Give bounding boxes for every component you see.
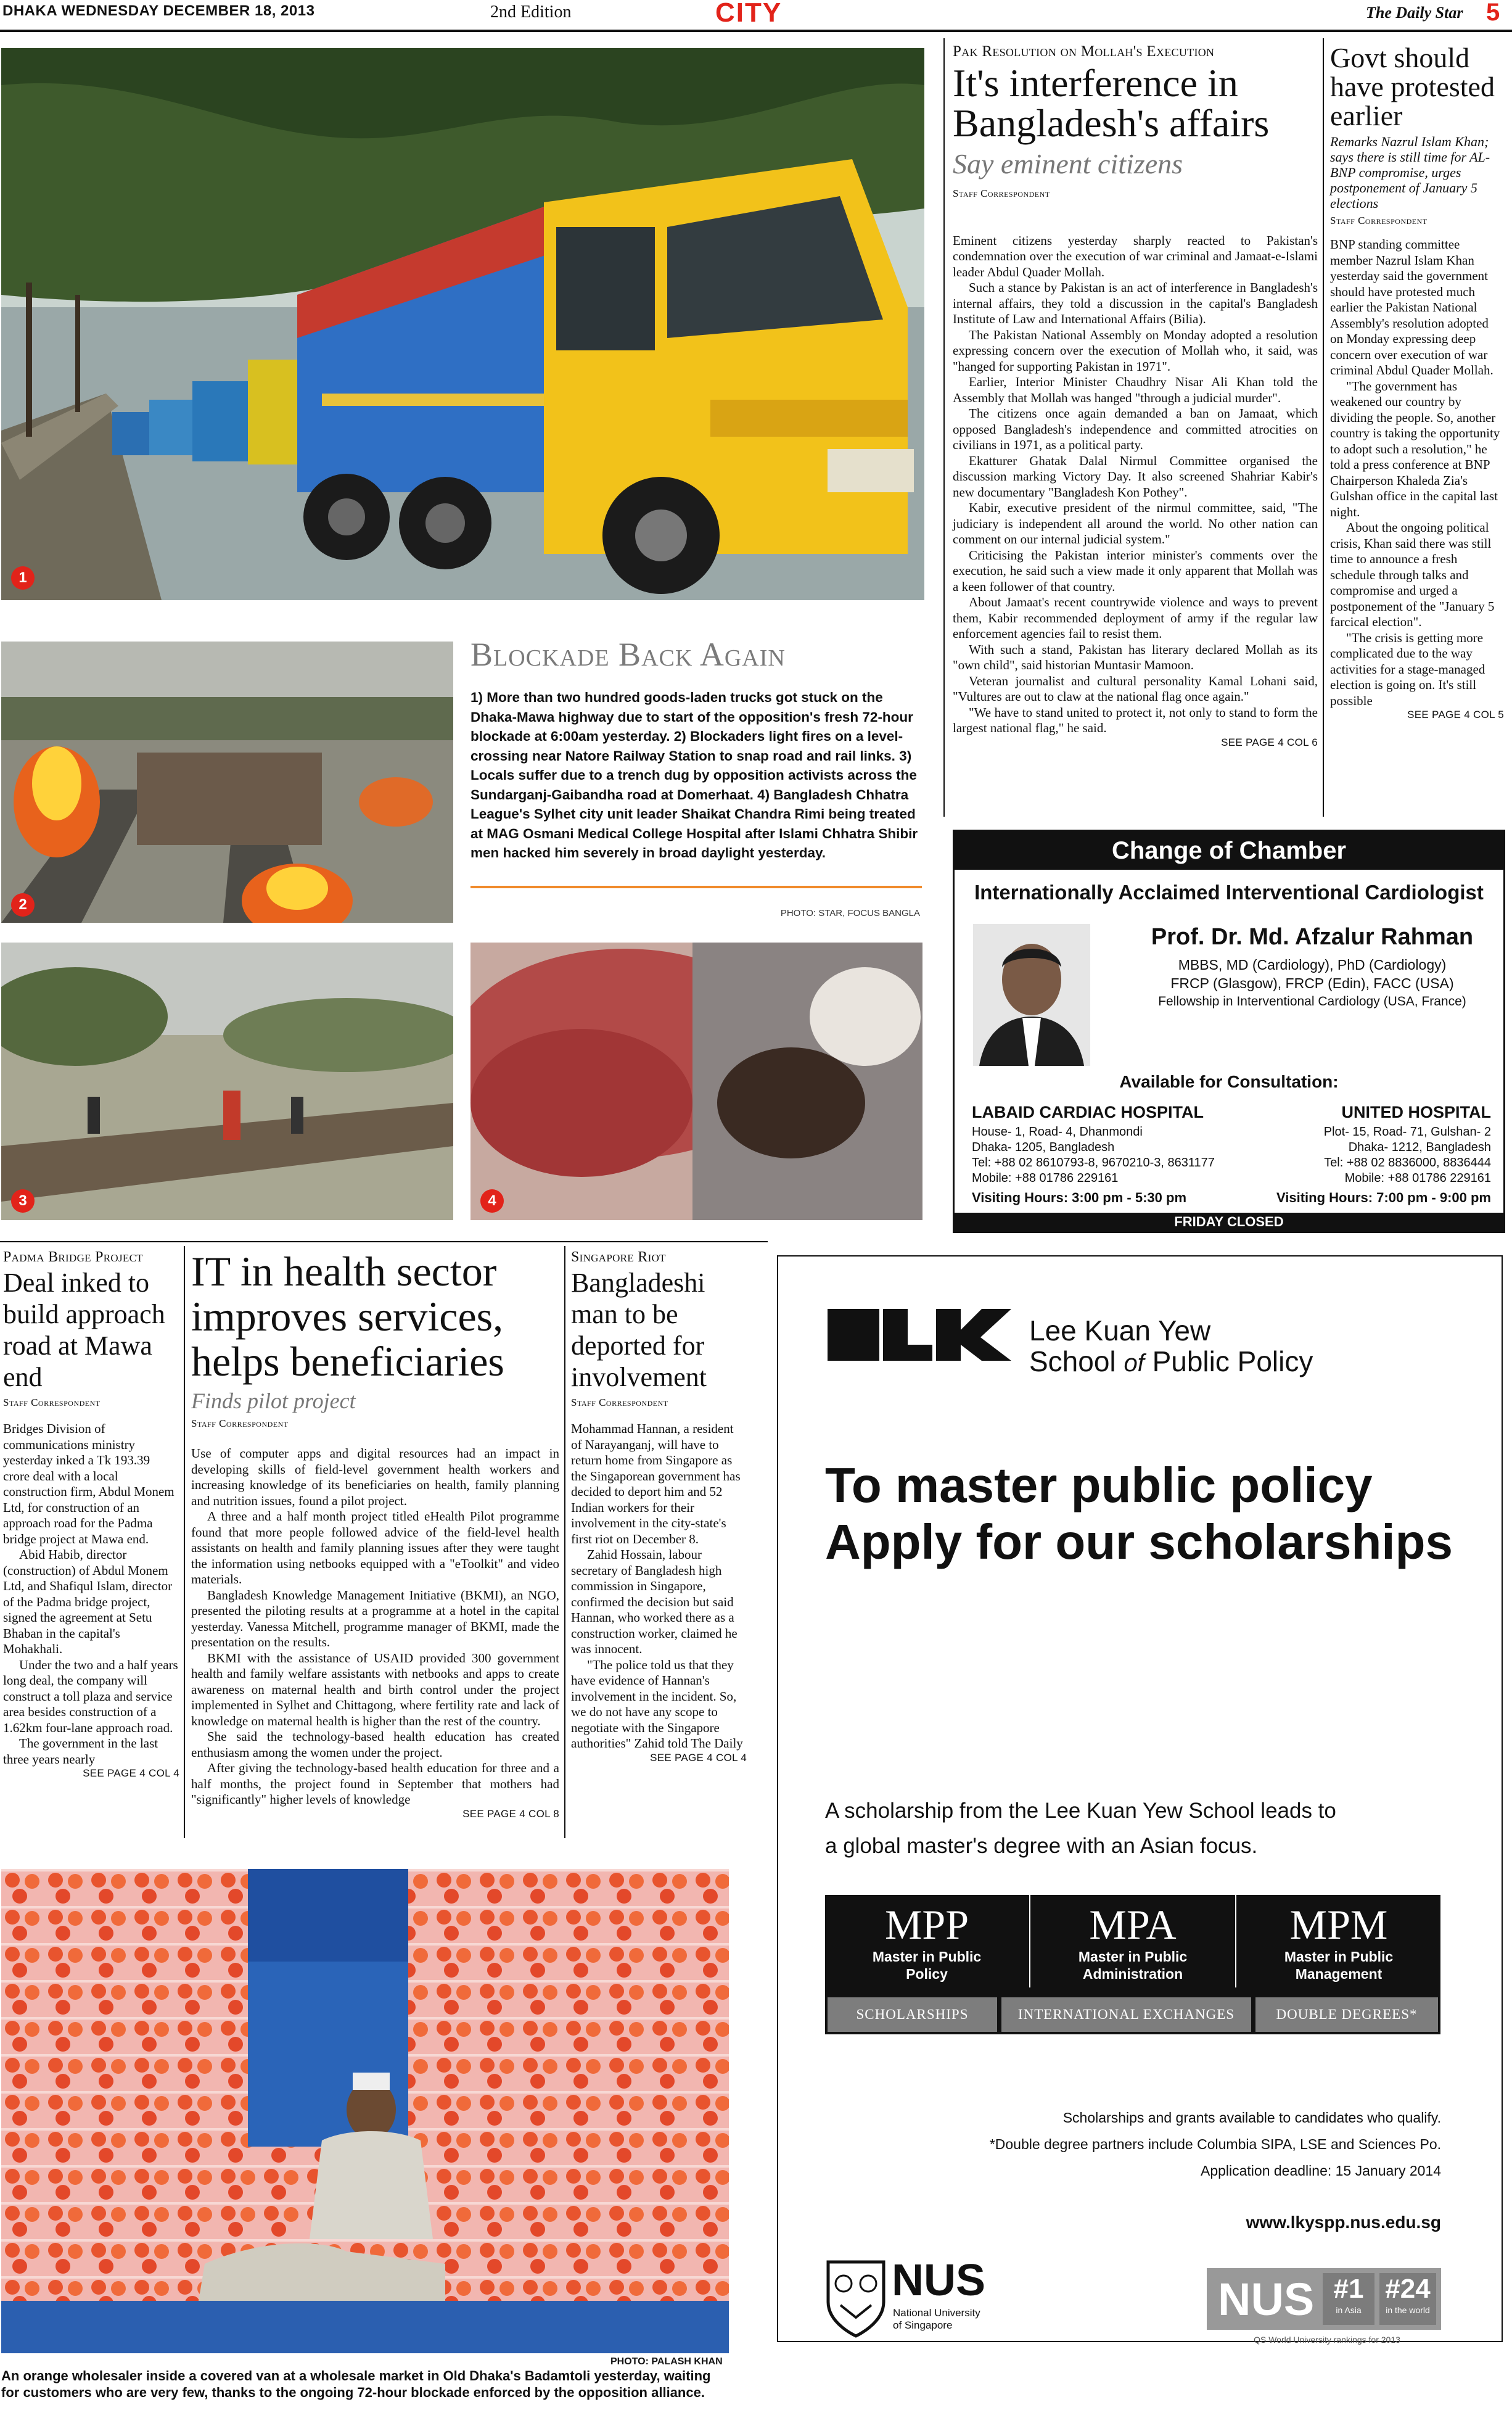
article-byline: Staff Correspondent [3, 1397, 101, 1408]
rank-scope: in Asia [1336, 2305, 1362, 2315]
paragraph: "The crisis is getting more complicated due to the way activities for a stage-managed election is going on. It's still possible [1330, 630, 1485, 708]
column-rule [184, 1246, 185, 1838]
paragraph: Kabir, executive president of the nirmul committee, said, "The judiciary is independent all around the world. No other nation can comment on our internal judicial system." [953, 500, 1318, 547]
address-line: Dhaka- 1205, Bangladesh [972, 1141, 1115, 1154]
paragraph: Bridges Division of communications ministry yesterday inked a Tk 193.39 crore deal with a local construction firm, Abdul Monem Ltd, for construction of an approach road for the Padma bridge project at Mawa end. [3, 1421, 175, 1546]
ad-change-of-chamber [953, 830, 1505, 1233]
paragraph: BNP standing committee member Nazrul Islam Khan yesterday said the government should have protested much earlier the Pakistan National Assembly's resolution adopted on Monday expressing deep concern over execution of war criminal Abdul Quader Mollah. [1330, 237, 1494, 378]
paragraph: Under the two and a half years long deal, the company will construct a toll plaza and service area besides construction of a 1.62km four-lane approach road. [3, 1657, 178, 1735]
photo-trench [1, 943, 453, 1220]
note-line: *Double degree partners include Columbia SIPA, LSE and Sciences Po. [989, 2136, 1441, 2152]
ad-footer: FRIDAY CLOSED [955, 1213, 1503, 1231]
lky-brand-name [1029, 1315, 1313, 1379]
programme-name: Management [1295, 1966, 1383, 1982]
trench-illustration [1, 943, 453, 1220]
doctor-portrait [973, 924, 1090, 1066]
ad-heading: Change of Chamber [955, 832, 1503, 870]
continued-link[interactable]: SEE PAGE 4 COL 8 [462, 1807, 559, 1820]
programme-abbr: MPM [1289, 1901, 1388, 1948]
article-kicker: Pak Resolution on Mollah's Execution [953, 43, 1215, 60]
oranges-illustration [1, 1869, 729, 2353]
paragraph: Bangladesh Knowledge Management Initiative (BKMI), an NGO, presented the piloting results at a programme at a hotel in the capital yesterday. Vanessa Mitchell, programme manager of BKMI, made the presentation on the results. [191, 1587, 559, 1649]
article-deck: Say eminent citizens [953, 147, 1183, 180]
paragraph: Ekatturer Ghatak Dalal Nirmul Committee organised the discussion marking Victory Day. It also screened Shahriar Kabir's new documentary "Bangladesh Kon Pothey". [953, 453, 1318, 500]
ad-text [825, 1793, 1336, 1863]
tagline-line: Apply for our scholarships [825, 1514, 1453, 1569]
rank-value: #24 [1385, 2274, 1431, 2304]
programme-name: Master in Public [1078, 1949, 1188, 1965]
programme-abbr: MPP [884, 1901, 969, 1948]
nus-subtitle-line: National University [893, 2307, 980, 2319]
article-body [1330, 237, 1504, 709]
ad-lky-school [777, 1255, 1503, 2345]
paragraph: "We have to stand united to protect it, not only to stand to form the largest national flag," he said. [953, 704, 1318, 736]
programme-mpm [1237, 1895, 1440, 1986]
brand-word: School [1029, 1345, 1116, 1377]
newspaper-name: The Daily Star [1366, 4, 1463, 22]
rank-world [1379, 2273, 1436, 2325]
article-kicker: Padma Bridge Project [3, 1249, 143, 1265]
article-singapore-riot [571, 1249, 747, 1764]
photo-number-1: 1 [11, 566, 35, 590]
hospital-illustration [470, 943, 922, 1220]
brand-word: Public Policy [1152, 1345, 1313, 1377]
paragraph: About Jamaat's recent countrywide violence and ways to prevent them, Kabir recommended deployment of army if the regular law enforcement agencies fail to resist them. [953, 595, 1318, 642]
paragraph: "The police told us that they have evidence of Hannan's involvement in the incident. So, we do not have any scope to negotiate with the Singapore authorities" Zahid told The Daily [571, 1657, 743, 1751]
paragraph: Criticising the Pakistan interior minister's comments over the execution, he said such a view made it only apparent that Mollah was a keen follower of that country. [953, 547, 1318, 594]
ad-notes [990, 2105, 1441, 2184]
edition-label: 2nd Edition [490, 2, 572, 22]
paragraph: Such a stance by Pakistan is an act of interference in Bangladesh's internal affairs, they told a discussion in the capital's Bangladesh Institute of Law and International Affairs (Bilia). [953, 280, 1318, 327]
article-byline: Staff Correspondent [191, 1418, 289, 1429]
programme-abbr: MPA [1089, 1901, 1177, 1948]
paragraph: A three and a half month project titled eHealth Pilot programme found that more people followed advice of the field-level health assistants on health and family planning issues after they were taught the information using netbooks equipped with a "eToolkit" and video materials. [191, 1509, 559, 1587]
ranking-badge [1207, 2268, 1441, 2330]
column-rule [943, 38, 945, 817]
paragraph: Mohammad Hannan, a resident of Narayanganj, will have to return home from Singapore as the Singaporean government has decided to deport him and 52 Indian workers for their involvement in the city-state's first riot on December 8. [571, 1421, 741, 1546]
photo-fire-crossing [1, 642, 453, 923]
programme-name: Master in Public [872, 1949, 982, 1965]
photo-number-4: 4 [480, 1189, 504, 1213]
programme-panel [825, 1895, 1440, 2034]
doctor-photo [973, 924, 1090, 1066]
article-headline: IT in health sector improves services, helps beneficiaries [191, 1248, 504, 1385]
rank-nus-label: NUS [1218, 2274, 1315, 2325]
bottom-photo-credit: PHOTO: PALASH KHAN [610, 2356, 723, 2367]
article-byline: Staff Correspondent [1330, 215, 1428, 226]
bottom-photo-caption: An orange wholesaler inside a covered van at a wholesale market in Old Dhaka's Badamtoli yesterday, waiting for customers who are very few, thanks to the ongoing 72-hour blockade enforced by the opposition alliance. [1, 2368, 711, 2400]
lky-logo-icon [828, 1309, 1013, 1361]
doctor-name: Prof. Dr. Md. Afzalur Rahman [1151, 924, 1474, 950]
exchanges-button[interactable]: INTERNATIONAL EXCHANGES [1001, 1997, 1251, 2032]
masthead [0, 0, 1512, 32]
paragraph: After giving the technology-based health education for three and a half months, the project found in September that mothers had "significantly" higher levels of knowledge [191, 1760, 559, 1807]
double-degrees-button[interactable]: DOUBLE DEGREES* [1255, 1997, 1438, 2032]
text-line: A scholarship from the Lee Kuan Yew School leads to [825, 1799, 1336, 1823]
continued-link[interactable]: SEE PAGE 4 COL 5 [1407, 709, 1504, 720]
rank-scope: in the world [1386, 2305, 1430, 2315]
article-deck: Finds pilot project [191, 1389, 356, 1413]
rank-value: #1 [1333, 2274, 1364, 2304]
nus-crest-icon [825, 2259, 887, 2339]
continued-link[interactable]: SEE PAGE 4 COL 4 [83, 1767, 179, 1779]
article-headline: Deal inked to build approach road at Mawa end [3, 1268, 165, 1392]
paragraph: She said the technology-based health education has created enthusiasm among the women under the project. [191, 1729, 559, 1760]
paragraph: Veteran journalist and cultural personality Kamal Lohani said, "Vultures are out to claw at the national flag once again." [953, 673, 1318, 704]
qualification: FRCP (Glasgow), FRCP (Edin), FACC (USA) [1170, 975, 1454, 991]
article-headline: Bangladeshi man to be deported for involvement [571, 1268, 707, 1392]
paragraph: With such a stand, Pakistan has literary declared Mollah as its "own child", said historian Muntasir Mamoon. [953, 642, 1318, 673]
programme-name: Administration [1082, 1966, 1183, 1982]
article-govt-protest [1330, 43, 1504, 721]
article-headline: It's interference in Bangladesh's affairs [953, 61, 1270, 146]
article-deck: Remarks Nazrul Islam Khan; says there is still time for AL-BNP compromise, urges postponement of January 5 elections [1330, 134, 1490, 211]
visiting-hours: Visiting Hours: 3:00 pm - 5:30 pm [972, 1190, 1187, 1205]
rank-asia [1323, 2273, 1374, 2325]
address-line: House- 1, Road- 4, Dhanmondi [972, 1125, 1143, 1139]
article-body [3, 1421, 179, 1767]
programme-name: Policy [906, 1966, 948, 1982]
article-kicker: Singapore Riot [571, 1249, 666, 1265]
paragraph: Zahid Hossain, labour secretary of Bangladesh high commission in Singapore, confirmed the decision but said Hannan, who worked there as a construction worker, claimed he was innocent. [571, 1547, 738, 1656]
text-line: a global master's degree with an Asian focus. [825, 1834, 1258, 1858]
ad-tagline [825, 1457, 1453, 1570]
hospital-labaid [972, 1103, 1231, 1206]
hospital-united [1251, 1103, 1491, 1206]
paragraph: The government in the last three years nearly [3, 1736, 158, 1767]
photo-hospital [470, 943, 922, 1220]
programme-mpp [825, 1895, 1029, 1986]
nus-subtitle-line: of Singapore [893, 2319, 953, 2331]
qualification: Fellowship in Interventional Cardiology (USA, France) [1158, 994, 1466, 1009]
paragraph: The citizens once again demanded a ban on Jamaat, which opposed Bangladesh's independence and committed atrocities on civilians in 1971, as a political party. [953, 406, 1318, 453]
article-body [571, 1421, 747, 1752]
continued-link[interactable]: SEE PAGE 4 COL 6 [1221, 736, 1318, 748]
address-line: Dhaka- 1212, Bangladesh [1348, 1141, 1491, 1154]
photo-trucks [1, 48, 924, 600]
note-line: Scholarships and grants available to candidates who qualify. [1062, 2110, 1441, 2126]
paragraph: "The government has weakened our country by dividing the people. So, another country is taking the opportunity to adopt such a resolution," he told a press conference at BNP Chairperson Khaleda Zia's Gulshan office in the capital last night. [1330, 378, 1500, 519]
qualification: MBBS, MD (Cardiology), PhD (Cardiology) [1178, 957, 1447, 973]
mobile-line: Mobile: +88 01786 229161 [1344, 1171, 1491, 1185]
nus-wordmark: NUS [892, 2256, 986, 2305]
paragraph: The Pakistan National Assembly on Monday adopted a resolution expressing concern over the execution of Mollah who, it said, was "hanged for supporting Pakistan in 1971". [953, 327, 1318, 374]
phone-line: Tel: +88 02 8836000, 8836444 [1324, 1156, 1491, 1170]
note-line: Application deadline: 15 January 2014 [1200, 2163, 1441, 2179]
orange-divider [470, 886, 922, 888]
phone-line: Tel: +88 02 8610793-8, 9670210-3, 8631177 [972, 1156, 1215, 1170]
article-headline: Govt should have protested earlier [1330, 42, 1495, 131]
article-pak-resolution [953, 43, 1318, 749]
nus-subtitle [893, 2307, 1016, 2332]
address-line: Plot- 15, Road- 71, Gulshan- 2 [1323, 1125, 1491, 1139]
dateline: DHAKA WEDNESDAY DECEMBER 18, 2013 [2, 2, 315, 19]
article-it-health [191, 1249, 559, 1820]
paragraph: BKMI with the assistance of USAID provided 300 government health and family welfare assistants with netbooks and apps to create awareness on maternal health and birth control under the project implemented in Sylhet and Chittagong, where fertility rate and lack of knowledge on maternal health is higher than the rest of the country. [191, 1650, 559, 1728]
ad-url-link[interactable]: www.lkyspp.nus.edu.sg [1246, 2213, 1441, 2232]
hospital-name: UNITED HOSPITAL [1341, 1103, 1491, 1121]
paragraph: Abid Habib, director (construction) of Abdul Monem Ltd, and Shafiqul Islam, director of the Padma bridge project, signed the agreement at Setu Bhaban in the capital's Mohakhali. [3, 1547, 173, 1656]
article-body [953, 233, 1318, 737]
ad-subheading: Internationally Acclaimed Interventional Cardiologist [974, 881, 1484, 904]
brand-line [1029, 1346, 1313, 1379]
programme-name: Master in Public [1284, 1949, 1394, 1965]
continued-link[interactable]: SEE PAGE 4 COL 4 [650, 1751, 747, 1764]
visiting-hours: Visiting Hours: 7:00 pm - 9:00 pm [1276, 1190, 1491, 1205]
article-padma-bridge [3, 1249, 179, 1780]
blockade-title: Blockade Back Again [470, 636, 786, 673]
article-body [191, 1446, 559, 1808]
page-number: 5 [1486, 0, 1500, 26]
column-rule [1323, 38, 1324, 817]
brand-word: of [1124, 1350, 1144, 1377]
hospital-name: LABAID CARDIAC HOSPITAL [972, 1103, 1204, 1121]
photo-orange-wholesaler [1, 1869, 729, 2353]
photo-credit: PHOTO: STAR, FOCUS BANGLA [780, 908, 920, 918]
blockade-caption: 1) More than two hundred goods-laden trucks got stuck on the Dhaka-Mawa highway due to start of the opposition's fresh 72-hour blockade at 6:00am yesterday. 2) Blockaders light fires on a level-crossing near Natore Railway Station to snap road and rail links. 3) Locals suffer due to a trench dug by opposition activists across the Sundarganj-Gaibandha road at Domerhaat. 4) Bangladesh Chhatra League's Sylhet city unit leader Shaikat Chandra Rimi being treated at MAG Osmani Medical College Hospital after Islami Chhatra Shibir men hacked him severely in broad daylight yesterday. [470, 690, 918, 860]
column-rule [564, 1246, 565, 1838]
photo-number-3: 3 [11, 1189, 35, 1213]
consultation-label: Available for Consultation: [1119, 1072, 1339, 1091]
article-byline: Staff Correspondent [953, 187, 1050, 199]
paragraph: Use of computer apps and digital resources had an impact in developing skills of field-level government health workers and increasing knowledge of its beneficiaries on health, family planning and nutrition issues, found a pilot project. [191, 1446, 559, 1508]
fire-illustration [1, 642, 453, 923]
scholarships-button[interactable]: SCHOLARSHIPS [828, 1997, 997, 2032]
paragraph: Earlier, Interior Minister Chaudhry Nisar Ali Khan told the Assembly that Mollah was hanged "through a judicial murder". [953, 374, 1318, 405]
programme-mpa [1031, 1895, 1235, 1986]
ranking-caption: QS World University rankings for 2013 [1254, 2335, 1400, 2345]
tagline-line: To master public policy [825, 1458, 1373, 1512]
mobile-line: Mobile: +88 01786 229161 [972, 1171, 1119, 1185]
paragraph: About the ongoing political crisis, Khan said there was still time to announce a fresh schedule through talks and compromise and urged a postponement of the "January 5 farcical election". [1330, 520, 1495, 629]
doctor-info [1127, 924, 1497, 1011]
article-byline: Staff Correspondent [571, 1397, 668, 1408]
paragraph: Eminent citizens yesterday sharply reacted to Pakistan's condemnation over the execution of war criminal and Jamaat-e-Islami leader Abdul Quader Mollah. [953, 233, 1318, 279]
section-label: CITY [715, 0, 783, 28]
section-rule [0, 1241, 768, 1242]
trucks-illustration [1, 48, 924, 600]
photo-number-2: 2 [11, 893, 35, 917]
brand-line: Lee Kuan Yew [1029, 1314, 1211, 1347]
